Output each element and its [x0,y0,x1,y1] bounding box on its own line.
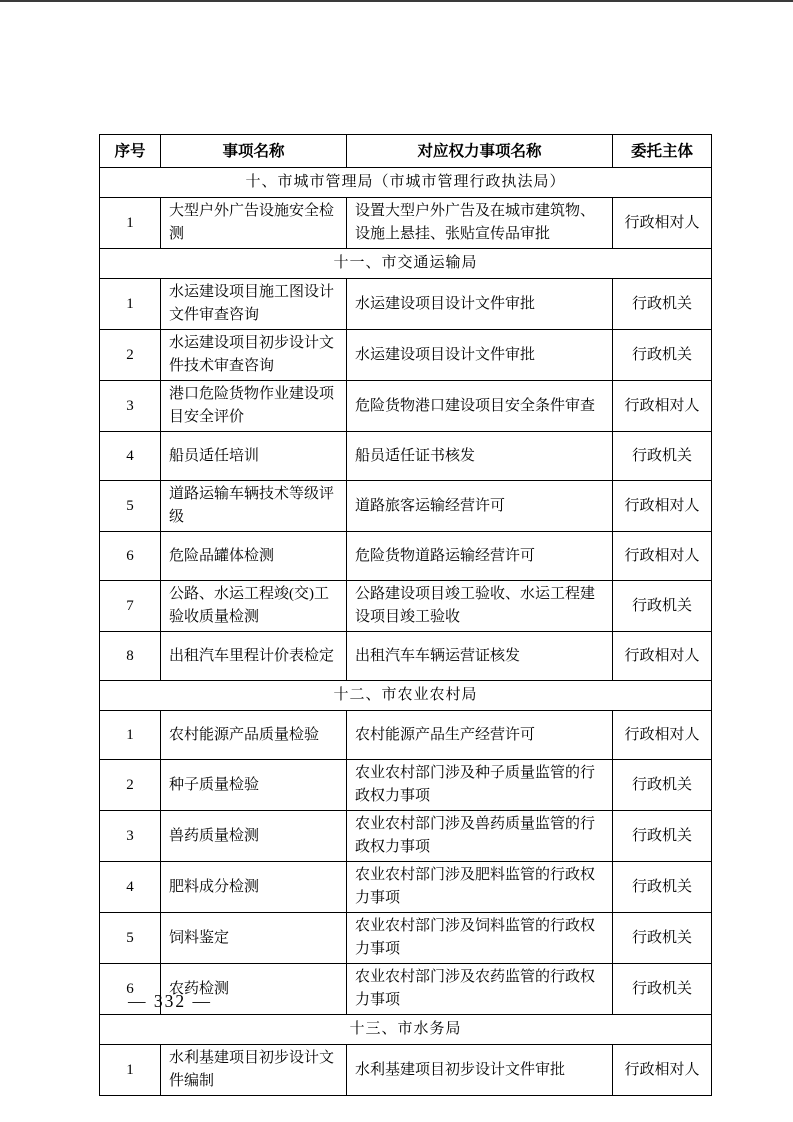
cell-权力事项: 道路旅客运输经营许可 [347,481,613,532]
cell-权力事项: 农村能源产品生产经营许可 [347,711,613,760]
cell-委托主体: 行政相对人 [613,711,712,760]
cell-权力事项: 水运建设项目设计文件审批 [347,279,613,330]
cell-序号: 5 [100,481,161,532]
cell-委托主体: 行政机关 [613,760,712,811]
cell-事项名称: 兽药质量检测 [161,811,347,862]
header-cell-item: 事项名称 [161,135,347,168]
cell-事项名称: 饲料鉴定 [161,913,347,964]
section-title: 十三、市水务局 [100,1015,712,1045]
cell-序号: 4 [100,862,161,913]
table-row [100,279,712,330]
cell-委托主体: 行政机关 [613,811,712,862]
cell-委托主体: 行政机关 [613,581,712,632]
cell-事项名称: 农村能源产品质量检验 [161,711,347,760]
table-row [100,481,712,532]
cell-权力事项: 船员适任证书核发 [347,432,613,481]
cell-序号: 5 [100,913,161,964]
header-cell-principal: 委托主体 [613,135,712,168]
cell-委托主体: 行政相对人 [613,381,712,432]
cell-序号: 1 [100,711,161,760]
header-cell-no: 序号 [100,135,161,168]
cell-委托主体: 行政机关 [613,862,712,913]
cell-序号: 1 [100,279,161,330]
cell-事项名称: 出租汽车里程计价表检定 [161,632,347,681]
table-row [100,862,712,913]
cell-权力事项: 危险货物港口建设项目安全条件审查 [347,381,613,432]
table-row [100,198,712,249]
table-row [100,760,712,811]
cell-序号: 1 [100,1045,161,1096]
page-top-edge-line [0,0,793,2]
cell-序号: 7 [100,581,161,632]
cell-事项名称: 道路运输车辆技术等级评级 [161,481,347,532]
table-row [100,711,712,760]
cell-委托主体: 行政相对人 [613,1045,712,1096]
cell-委托主体: 行政相对人 [613,532,712,581]
section-row [100,1015,712,1045]
table-header [100,135,712,168]
cell-权力事项: 水运建设项目设计文件审批 [347,330,613,381]
cell-事项名称: 农药检测 [161,964,347,1015]
table-body [100,168,712,1096]
cell-委托主体: 行政相对人 [613,198,712,249]
cell-序号: 2 [100,330,161,381]
cell-权力事项: 农业农村部门涉及兽药质量监管的行政权力事项 [347,811,613,862]
section-title: 十、市城市管理局（市城市管理行政执法局） [100,168,712,198]
section-row [100,249,712,279]
cell-序号: 6 [100,964,161,1015]
cell-委托主体: 行政相对人 [613,632,712,681]
cell-权力事项: 农业农村部门涉及饲料监管的行政权力事项 [347,913,613,964]
section-title: 十一、市交通运输局 [100,249,712,279]
cell-权力事项: 设置大型户外广告及在城市建筑物、设施上悬挂、张贴宣传品审批 [347,198,613,249]
table-row [100,1045,712,1096]
cell-事项名称: 肥料成分检测 [161,862,347,913]
table-row [100,581,712,632]
cell-序号: 3 [100,811,161,862]
section-title: 十二、市农业农村局 [100,681,712,711]
cell-权力事项: 出租汽车车辆运营证核发 [347,632,613,681]
cell-权力事项: 公路建设项目竣工验收、水运工程建设项目竣工验收 [347,581,613,632]
cell-序号: 8 [100,632,161,681]
section-row [100,168,712,198]
cell-事项名称: 大型户外广告设施安全检测 [161,198,347,249]
table-row [100,632,712,681]
cell-事项名称: 公路、水运工程竣(交)工验收质量检测 [161,581,347,632]
cell-序号: 2 [100,760,161,811]
cell-事项名称: 水利基建项目初步设计文件编制 [161,1045,347,1096]
cell-事项名称: 船员适任培训 [161,432,347,481]
header-cell-power: 对应权力事项名称 [347,135,613,168]
table-row [100,913,712,964]
cell-事项名称: 危险品罐体检测 [161,532,347,581]
cell-事项名称: 种子质量检验 [161,760,347,811]
cell-委托主体: 行政机关 [613,913,712,964]
cell-序号: 3 [100,381,161,432]
cell-权力事项: 农业农村部门涉及种子质量监管的行政权力事项 [347,760,613,811]
cell-权力事项: 危险货物道路运输经营许可 [347,532,613,581]
cell-权力事项: 农业农村部门涉及肥料监管的行政权力事项 [347,862,613,913]
cell-委托主体: 行政机关 [613,432,712,481]
cell-权力事项: 水利基建项目初步设计文件审批 [347,1045,613,1096]
cell-序号: 6 [100,532,161,581]
section-row [100,681,712,711]
table-row [100,381,712,432]
page-number: — 332 — [128,991,212,1011]
cell-委托主体: 行政机关 [613,964,712,1015]
cell-事项名称: 水运建设项目施工图设计文件审查咨询 [161,279,347,330]
table-header-row [100,135,712,168]
cell-事项名称: 水运建设项目初步设计文件技术审查咨询 [161,330,347,381]
cell-委托主体: 行政相对人 [613,481,712,532]
table-row [100,532,712,581]
cell-序号: 1 [100,198,161,249]
delegated-items-table [99,134,712,1096]
cell-序号: 4 [100,432,161,481]
table-row [100,811,712,862]
cell-委托主体: 行政机关 [613,330,712,381]
cell-权力事项: 农业农村部门涉及农药监管的行政权力事项 [347,964,613,1015]
table-row [100,330,712,381]
cell-事项名称: 港口危险货物作业建设项目安全评价 [161,381,347,432]
cell-委托主体: 行政机关 [613,279,712,330]
table-row [100,432,712,481]
